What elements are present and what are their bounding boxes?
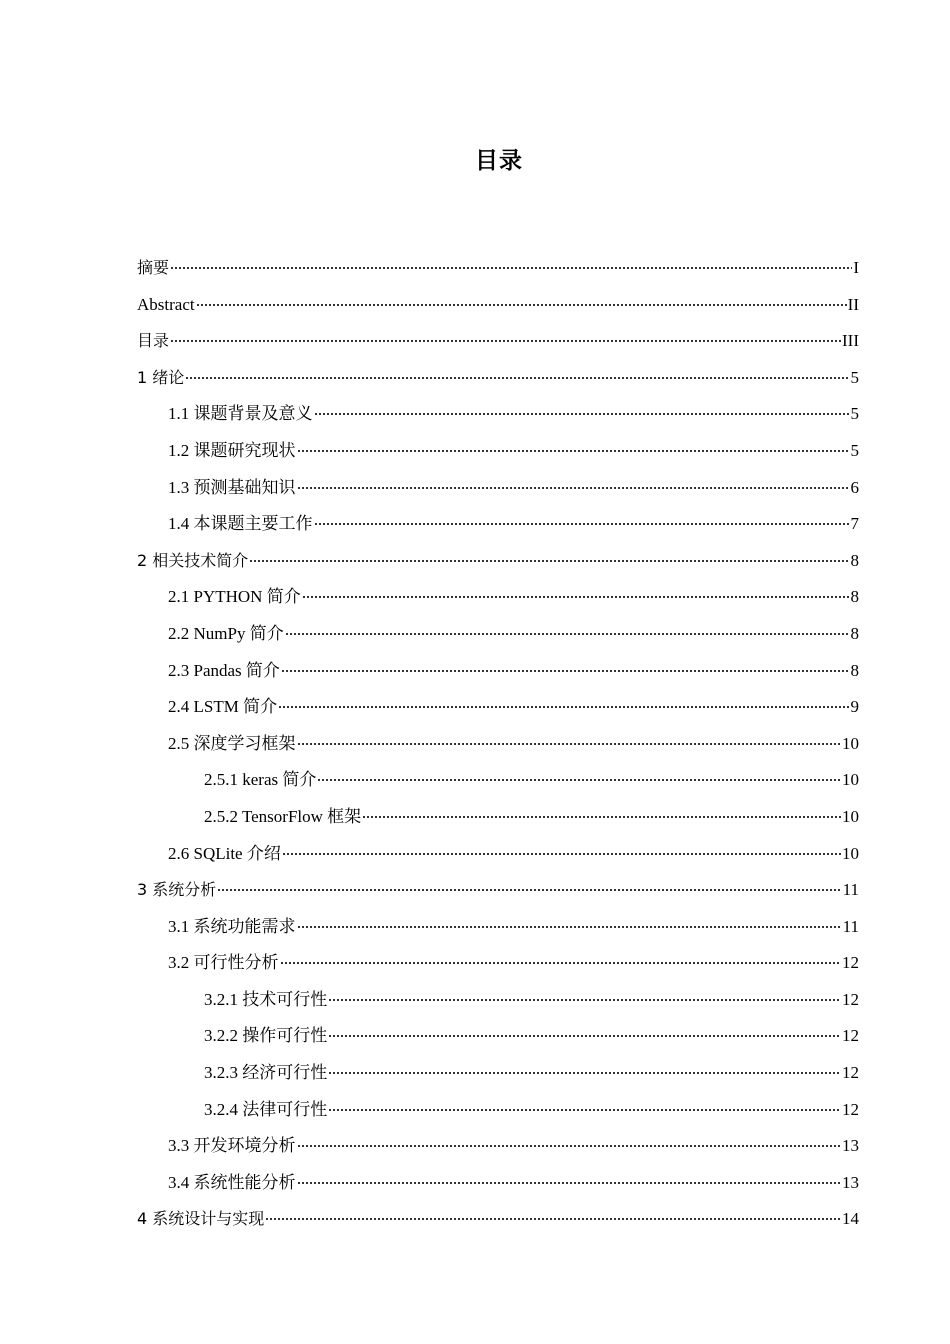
toc-entry-label: 1.1 课题背景及意义 <box>168 404 313 424</box>
dot-leader <box>314 413 850 415</box>
toc-entry-label: 3.2.1 技术可行性 <box>204 989 328 1009</box>
dot-leader <box>278 706 849 708</box>
toc-entry[interactable] <box>137 653 859 690</box>
toc-entry-label: 4 系统设计与实现 <box>137 1209 265 1229</box>
toc-entry-label: 2 相关技术简介 <box>137 550 249 570</box>
toc-entry-page: 12 <box>842 1063 859 1083</box>
toc-entry-label: 2.1 PYTHON 简介 <box>168 587 301 607</box>
toc-entry-label: 2.3 Pandas 简介 <box>168 660 280 680</box>
toc-entry-page: 8 <box>850 587 859 607</box>
toc-entry-page: 8 <box>850 623 859 643</box>
toc-entry[interactable] <box>137 433 859 470</box>
toc-entry[interactable] <box>137 945 859 982</box>
toc-entry-label: 1.3 预测基础知识 <box>168 477 296 497</box>
dot-leader <box>297 450 850 452</box>
dot-leader <box>328 1109 841 1111</box>
toc-entry-page: 10 <box>842 770 859 790</box>
toc-entry-page: 10 <box>842 733 859 753</box>
toc-entry-page: 8 <box>850 550 859 570</box>
toc-entry[interactable] <box>137 506 859 543</box>
toc-entry-page: 10 <box>842 843 859 863</box>
toc-entry-label: 目录 <box>137 331 170 351</box>
toc-entry[interactable] <box>137 799 859 836</box>
dot-leader <box>297 926 842 928</box>
toc-entry-page: 13 <box>842 1136 859 1156</box>
toc-entry-label: 3.3 开发环境分析 <box>168 1136 296 1156</box>
toc-entry-label: 2.5 深度学习框架 <box>168 733 296 753</box>
dot-leader <box>317 779 841 781</box>
toc-entry-label: 3.2.2 操作可行性 <box>204 1026 328 1046</box>
toc-entry[interactable] <box>137 909 859 946</box>
toc-entry[interactable] <box>137 762 859 799</box>
toc-entry[interactable] <box>137 1165 859 1202</box>
toc-entry[interactable] <box>137 872 859 909</box>
page-title: 目录 <box>475 148 523 174</box>
toc-entry-label: 3.4 系统性能分析 <box>168 1172 296 1192</box>
toc-entry[interactable] <box>137 616 859 653</box>
toc-entry[interactable] <box>137 836 859 873</box>
dot-leader <box>217 889 841 891</box>
dot-leader <box>328 1035 841 1037</box>
toc-entry[interactable] <box>137 1128 859 1165</box>
toc-entry[interactable] <box>137 396 859 433</box>
dot-leader <box>297 743 842 745</box>
toc-entry-label: 摘要 <box>137 258 170 277</box>
toc-entry[interactable] <box>137 689 859 726</box>
dot-leader <box>265 1218 841 1220</box>
toc-entry[interactable] <box>137 726 859 763</box>
toc-entry-page: 12 <box>842 953 859 973</box>
toc-entry-label: 1.2 课题研究现状 <box>168 440 296 460</box>
toc-entry-page: II <box>847 294 859 314</box>
toc-entry-page: 14 <box>842 1209 859 1229</box>
toc-entry-page: 5 <box>850 404 859 424</box>
toc-entry-label: 2.2 NumPy 简介 <box>168 623 284 643</box>
dot-leader <box>196 304 847 306</box>
toc-entry-page: III <box>842 331 859 351</box>
toc-entry-page: 5 <box>850 440 859 460</box>
toc-entry[interactable] <box>137 250 859 287</box>
dot-leader <box>328 999 841 1001</box>
table-of-contents <box>137 250 859 1238</box>
toc-entry-page: 7 <box>850 514 859 534</box>
toc-entry[interactable] <box>137 323 859 360</box>
toc-entry-page: 11 <box>842 916 859 936</box>
toc-entry-page: 10 <box>842 806 859 826</box>
toc-entry[interactable] <box>137 579 859 616</box>
dot-leader <box>302 596 850 598</box>
toc-entry-page: 8 <box>850 660 859 680</box>
dot-leader <box>170 267 852 269</box>
toc-entry-label: 3 系统分析 <box>137 880 217 900</box>
toc-entry-label: 2.6 SQLite 介绍 <box>168 843 281 863</box>
dot-leader <box>297 1145 842 1147</box>
toc-entry-label: 2.4 LSTM 简介 <box>168 697 278 717</box>
dot-leader <box>297 1182 842 1184</box>
toc-entry[interactable] <box>137 543 859 580</box>
dot-leader <box>297 487 850 489</box>
dot-leader <box>281 670 850 672</box>
toc-entry[interactable] <box>137 470 859 507</box>
toc-entry-page: 12 <box>842 1026 859 1046</box>
toc-entry[interactable] <box>137 982 859 1019</box>
toc-entry[interactable] <box>137 360 859 397</box>
toc-entry-page: 5 <box>850 367 859 387</box>
toc-entry-page: 9 <box>850 697 859 717</box>
toc-entry-label: 1.4 本课题主要工作 <box>168 514 313 534</box>
dot-leader <box>185 377 849 379</box>
toc-entry[interactable] <box>137 1055 859 1092</box>
toc-entry-page: 12 <box>842 989 859 1009</box>
toc-entry[interactable] <box>137 1201 859 1238</box>
toc-entry-page: 6 <box>850 477 859 497</box>
toc-entry-page: 11 <box>842 880 859 900</box>
toc-entry-page: 12 <box>842 1099 859 1119</box>
toc-entry-label: 3.1 系统功能需求 <box>168 916 296 936</box>
toc-entry[interactable] <box>137 287 859 324</box>
dot-leader <box>314 523 850 525</box>
toc-entry[interactable] <box>137 1018 859 1055</box>
toc-entry-label: 1 绪论 <box>137 367 185 387</box>
toc-entry-label: Abstract <box>137 294 195 314</box>
dot-leader <box>282 853 841 855</box>
toc-entry-page: I <box>853 258 859 277</box>
dot-leader <box>280 962 842 964</box>
toc-entry-label: 3.2.4 法律可行性 <box>204 1099 328 1119</box>
toc-entry-label: 3.2 可行性分析 <box>168 953 279 973</box>
dot-leader <box>362 816 841 818</box>
dot-leader <box>170 340 841 342</box>
toc-entry-label: 2.5.2 TensorFlow 框架 <box>204 806 362 826</box>
toc-entry-page: 13 <box>842 1172 859 1192</box>
dot-leader <box>328 1072 841 1074</box>
toc-entry-label: 3.2.3 经济可行性 <box>204 1063 328 1083</box>
toc-entry[interactable] <box>137 1092 859 1129</box>
dot-leader <box>249 560 849 562</box>
toc-entry-label: 2.5.1 keras 简介 <box>204 770 317 790</box>
dot-leader <box>285 633 850 635</box>
